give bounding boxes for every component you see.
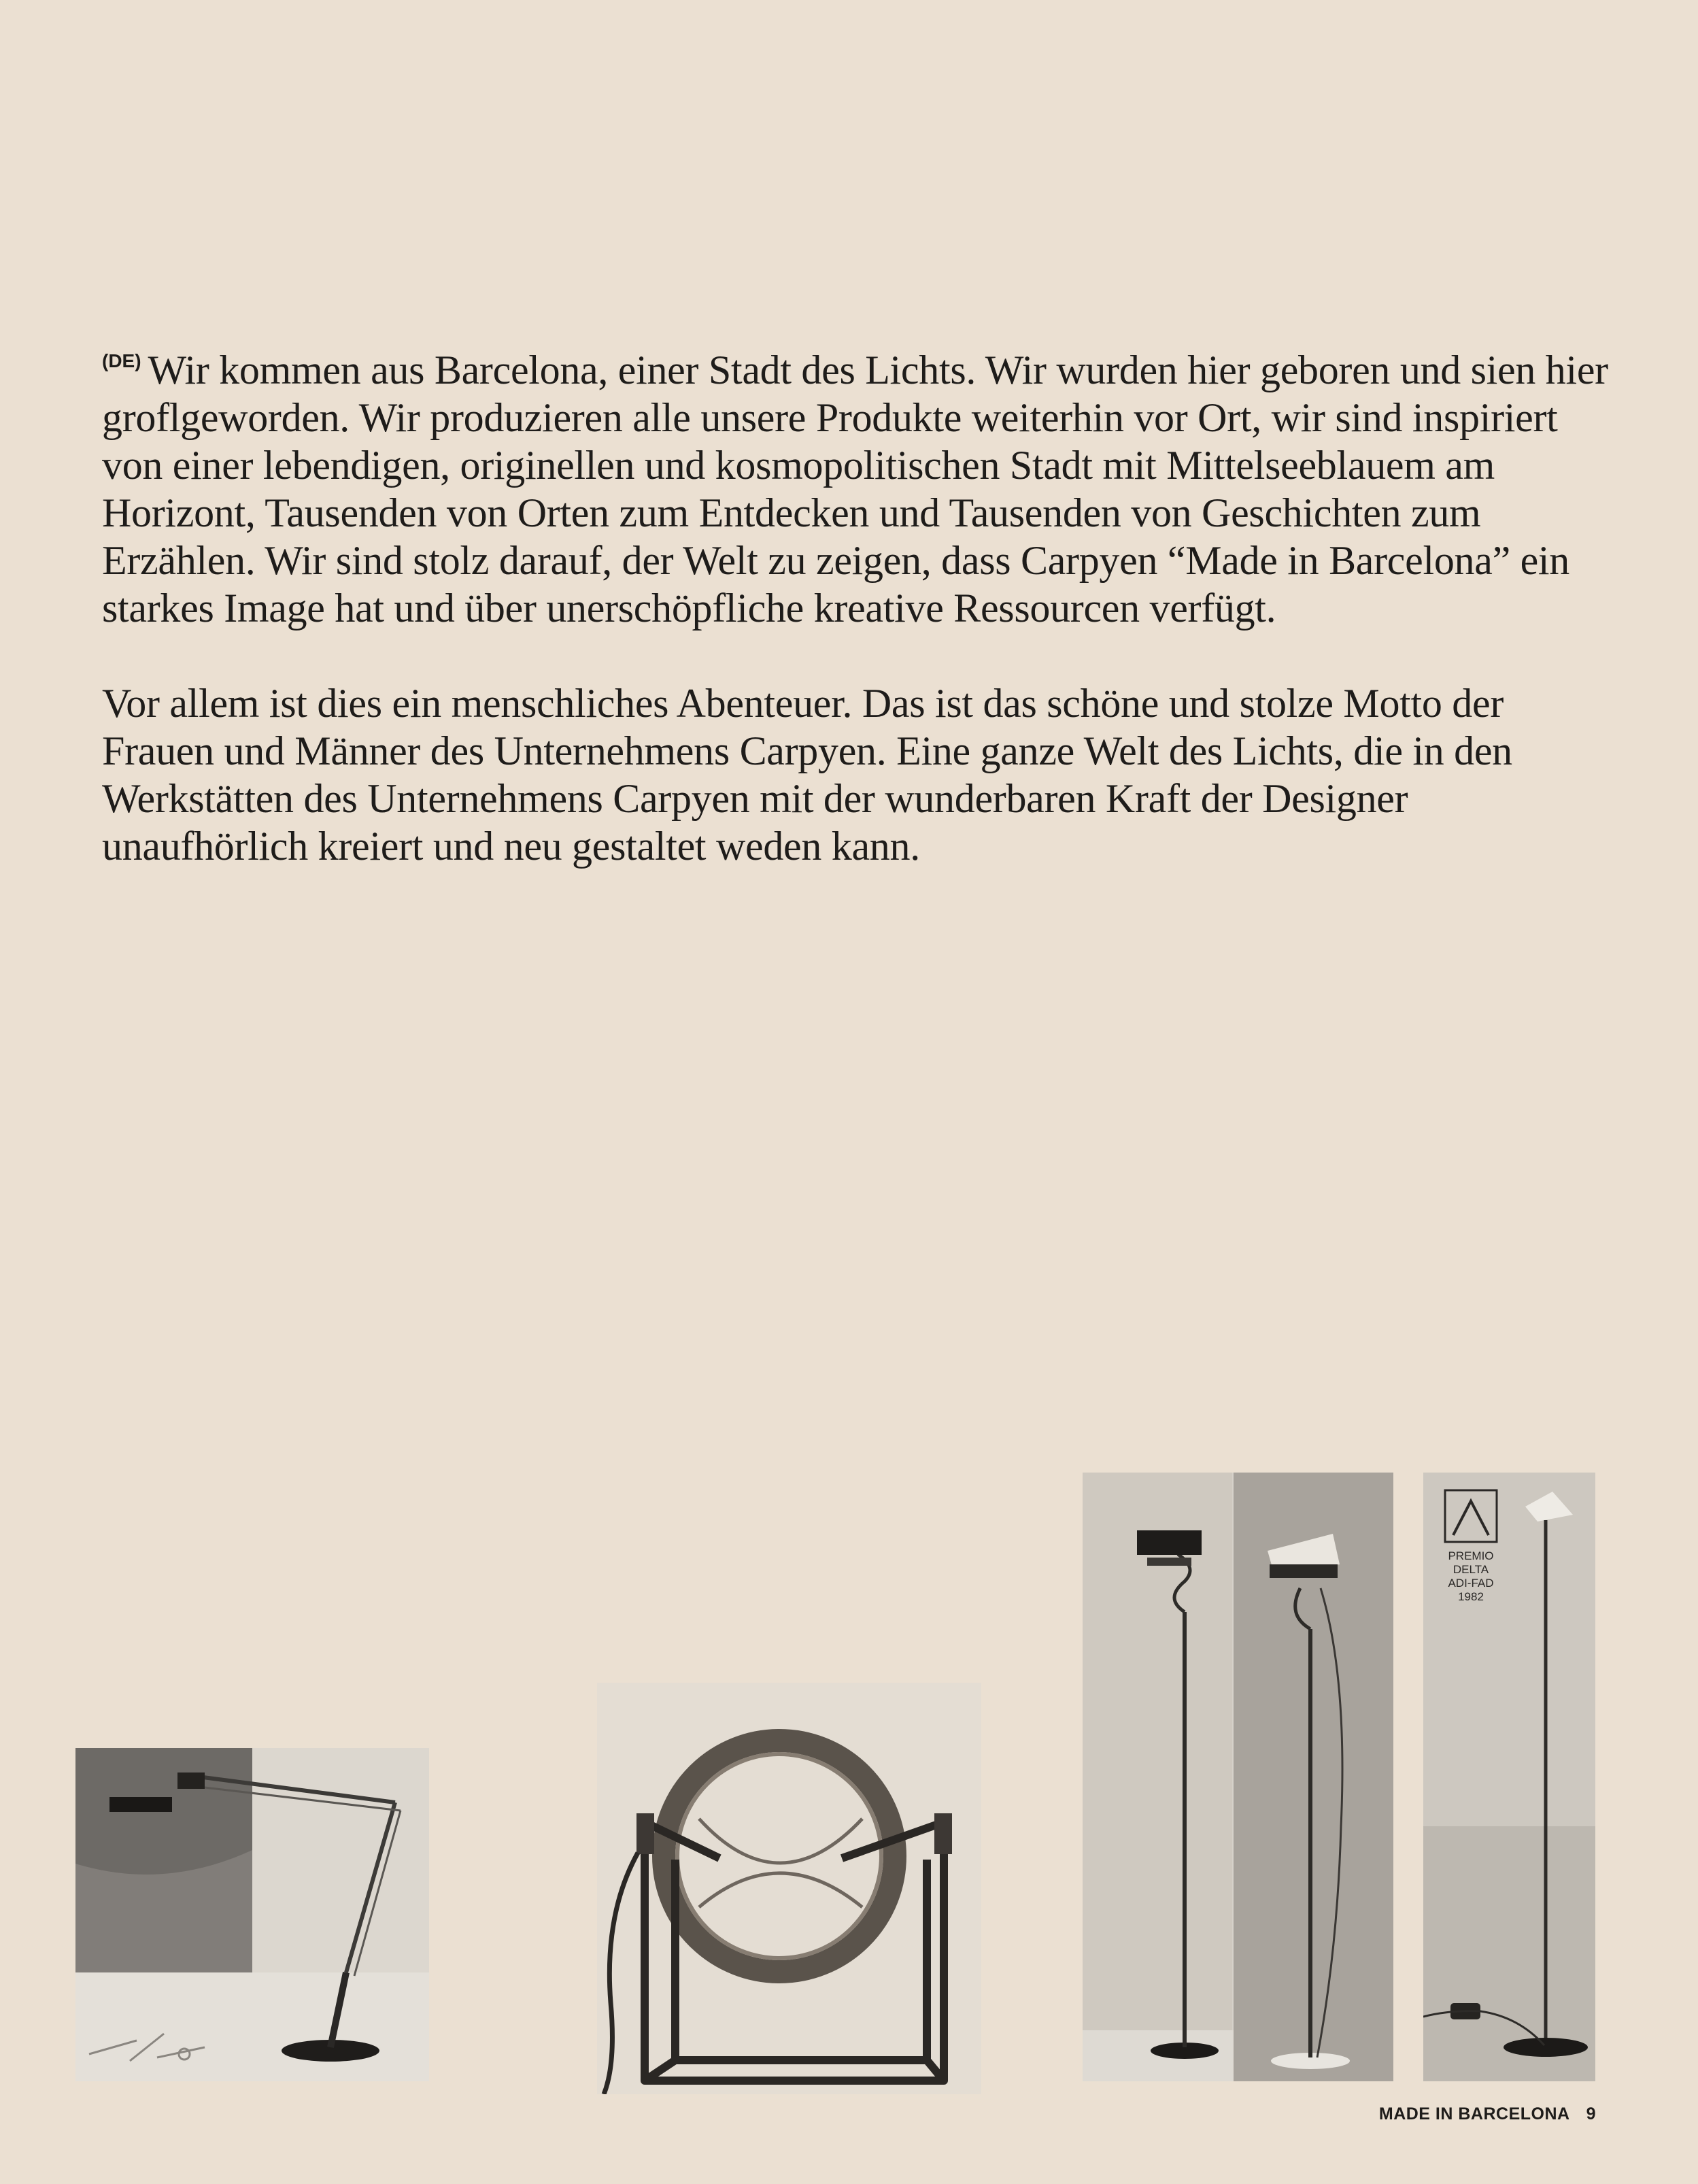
language-tag: (DE) bbox=[102, 350, 141, 371]
award-line-4: 1982 bbox=[1458, 1590, 1484, 1603]
floor-lamps-photo bbox=[1083, 1473, 1393, 2081]
intro-paragraph-2: Vor allem ist dies ein menschliches Abenteuer. Das ist das schöne und stolze Motto der Frauen und Männer des Unternehmens Carpyen. Eine ganze Welt des Lichts, die in den Werkstätten des Unternehmens Carpyen mit der wunderbaren Kraft der Designer unaufhörlich kreiert und neu gestaltet weden kann. bbox=[102, 681, 1512, 869]
page-footer bbox=[1379, 2104, 1596, 2124]
award-badge bbox=[1423, 1473, 1595, 1609]
ring-lamp-photo bbox=[597, 1683, 981, 2094]
footer-label: MADE IN BARCELONA bbox=[1378, 2104, 1570, 2123]
award-line-3: ADI-FAD bbox=[1448, 1577, 1494, 1590]
intro-text bbox=[102, 337, 1612, 870]
intro-paragraph-1 bbox=[102, 337, 1612, 632]
page-number: 9 bbox=[1586, 2104, 1596, 2123]
desk-lamp-photo bbox=[75, 1748, 429, 2081]
award-line-2: DELTA bbox=[1453, 1563, 1489, 1576]
paragraph-1-text: Wir kommen aus Barcelona, einer Stadt des Lichts. Wir wurden hier geboren und sien hier groflgeworden. Wir produzieren alle unsere Produkte weiterhin vor Ort, wir sind inspiriert von einer lebendigen, originellen und kosmopolitischen Stadt mit Mittelseeblauem am Horizont, Tausenden von Orten zum Entdecken und Tausenden von Geschichten zum Erzählen. Wir sind stolz darauf, der Welt zu zeigen, dass Carpyen “Made in Barcelona” ein starkes Image hat und über unerschöpfliche kreative Ressourcen verfügt. bbox=[102, 348, 1608, 631]
award-line-1: PREMIO bbox=[1448, 1549, 1494, 1562]
